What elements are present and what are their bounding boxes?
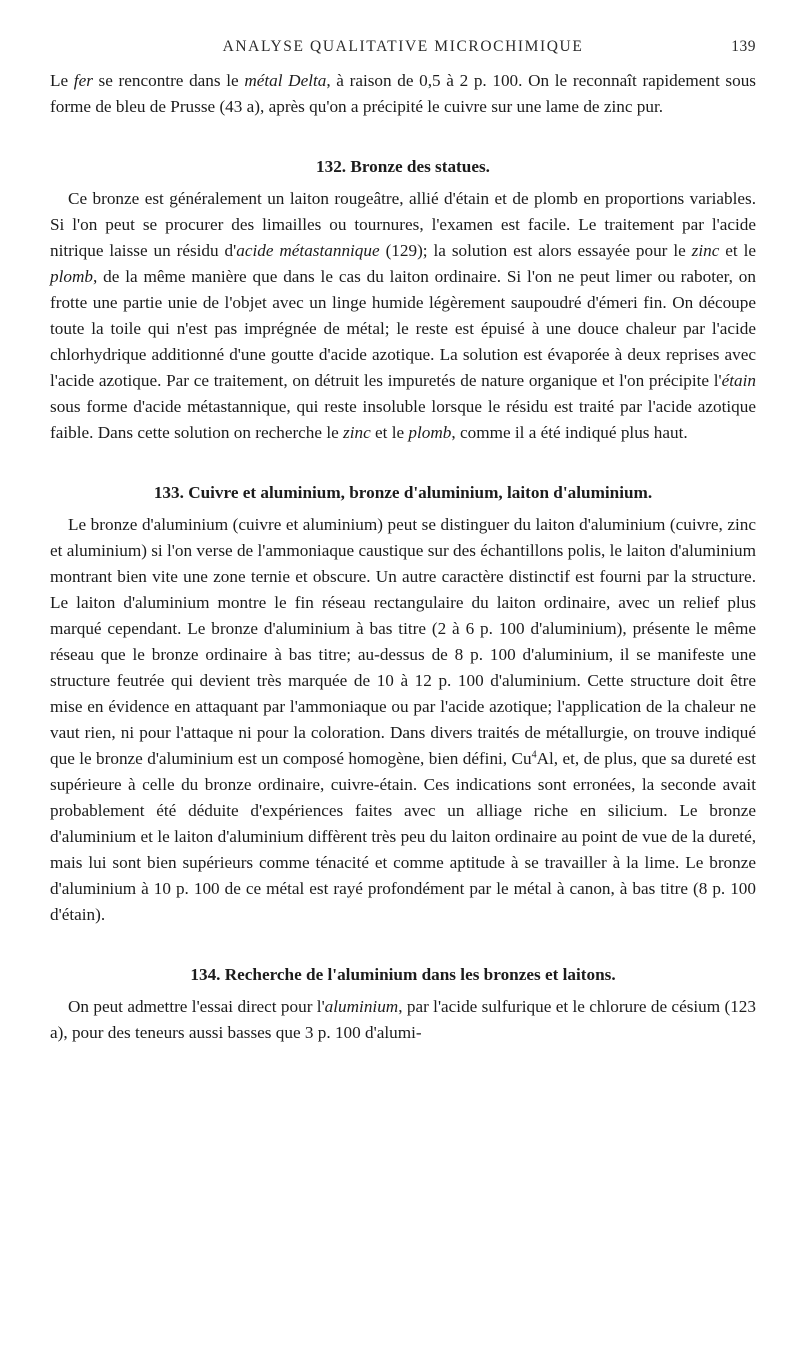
section-title: Recherche de l'aluminium dans les bronzes et laitons. — [224, 965, 616, 984]
intro-paragraph: Le fer se rencontre dans le métal Delta, à raison de 0,5 à 2 p. 100. On le reconnaît rapidement sous forme de bleu de Prusse (43 a), après qu'on a précipité le cuivre sur une lame de zinc pur. — [50, 71, 756, 116]
running-head-title: ANALYSE QUALITATIVE MICROCHIMIQUE — [222, 38, 584, 55]
section-heading-133 — [50, 480, 756, 506]
paragraph: On peut admettre l'essai direct pour l'aluminium, par l'acide sulfurique et le chlorure de césium (123 a), pour des teneurs aussi basses que 3 p. 100 d'alumi- — [50, 997, 756, 1042]
paragraph: Ce bronze est généralement un laiton rougeâtre, allié d'étain et de plomb en proportions variables. Si l'on peut se procurer des limailles ou tournures, l'examen est facile. Le traitement par l'acide nitrique laisse un résidu d'acide métastannique (129); la solution est alors essayée pour le zinc et le plomb, de la même manière que dans le cas du laiton ordinaire. Si l'on ne peut limer ou raboter, on frotte une partie unie de l'objet avec un linge humide légèrement saupoudré d'émeri fin. On découpe toute la toile qui n'est pas imprégnée de métal; le reste est épuisé à une douce chaleur par l'acide chlorhydrique additionné d'une goutte d'acide azotique. La solution est évaporée à deux reprises avec l'acide azotique. Par ce traitement, on détruit les impuretés de nature organique et l'on précipite l'étain sous forme d'acide métastannique, qui reste insoluble lorsque le résidu est traité par l'acide azotique faible. Dans cette solution on recherche le zinc et le plomb, comme il a été indiqué plus haut. — [50, 189, 757, 442]
section-number: 134. — [190, 965, 221, 984]
running-head — [50, 38, 756, 64]
page-number: 139 — [731, 38, 756, 55]
section-number: 132. — [316, 157, 347, 176]
paragraph: Le bronze d'aluminium (cuivre et aluminium) peut se distinguer du laiton d'aluminium (cuivre, zinc et aluminium) si l'on verse de l'ammoniaque caustique sur des échantillons polis, le laiton d'aluminium montrant bien vite une zone ternie et obscure. Un autre caractère distinctif est fourni par la structure. Le laiton d'aluminium montre le fin réseau rectangulaire du laiton ordinaire, avec un relief plus marqué cependant. Le bronze d'aluminium à bas titre (2 à 6 p. 100 d'aluminium), présente le même réseau que le bronze ordinaire à bas titre; au-dessus de 8 p. 100 d'aluminium, il se manifeste une structure feutrée qui devient très marquée de 10 à 12 p. 100 d'aluminium. Cette structure doit être mise en évidence en attaquant par l'ammoniaque ou par l'acide azotique; l'application de la chaleur ne vaut rien, ni pour l'attaque ni pour la coloration. Dans divers traités de métallurgie, on trouve indiqué que le bronze d'aluminium est un composé homogène, bien défini, Cu$^4$Al, et, de plus, que sa dureté est supérieure à celle du bronze ordinaire, cuivre-étain. Ces indications sont erronées, la seconde avait probablement été déduite d'expériences faites avec un alliage riche en silicium. Le bronze d'aluminium et le laiton d'aluminium diffèrent très peu du laiton ordinaire au point de vue de la dureté, mais lui sont bien supérieurs comme ténacité et comme aptitude à se travailler à la lime. Le bronze d'aluminium à 10 p. 100 de ce métal est rayé profondément par le métal à canon, à bas titre (8 p. 100 d'étain). — [50, 515, 756, 924]
section-134-body — [50, 994, 756, 1046]
section-heading-134 — [50, 962, 756, 988]
intro-paragraph-block — [50, 68, 756, 120]
section-title: Cuivre et aluminium, bronze d'aluminium, laiton d'aluminium. — [188, 483, 653, 502]
section-heading-132 — [50, 154, 756, 180]
section-133-body — [50, 512, 756, 928]
section-title: Bronze des statues. — [350, 157, 490, 176]
section-132-body — [50, 186, 756, 446]
section-number: 133. — [153, 483, 184, 502]
